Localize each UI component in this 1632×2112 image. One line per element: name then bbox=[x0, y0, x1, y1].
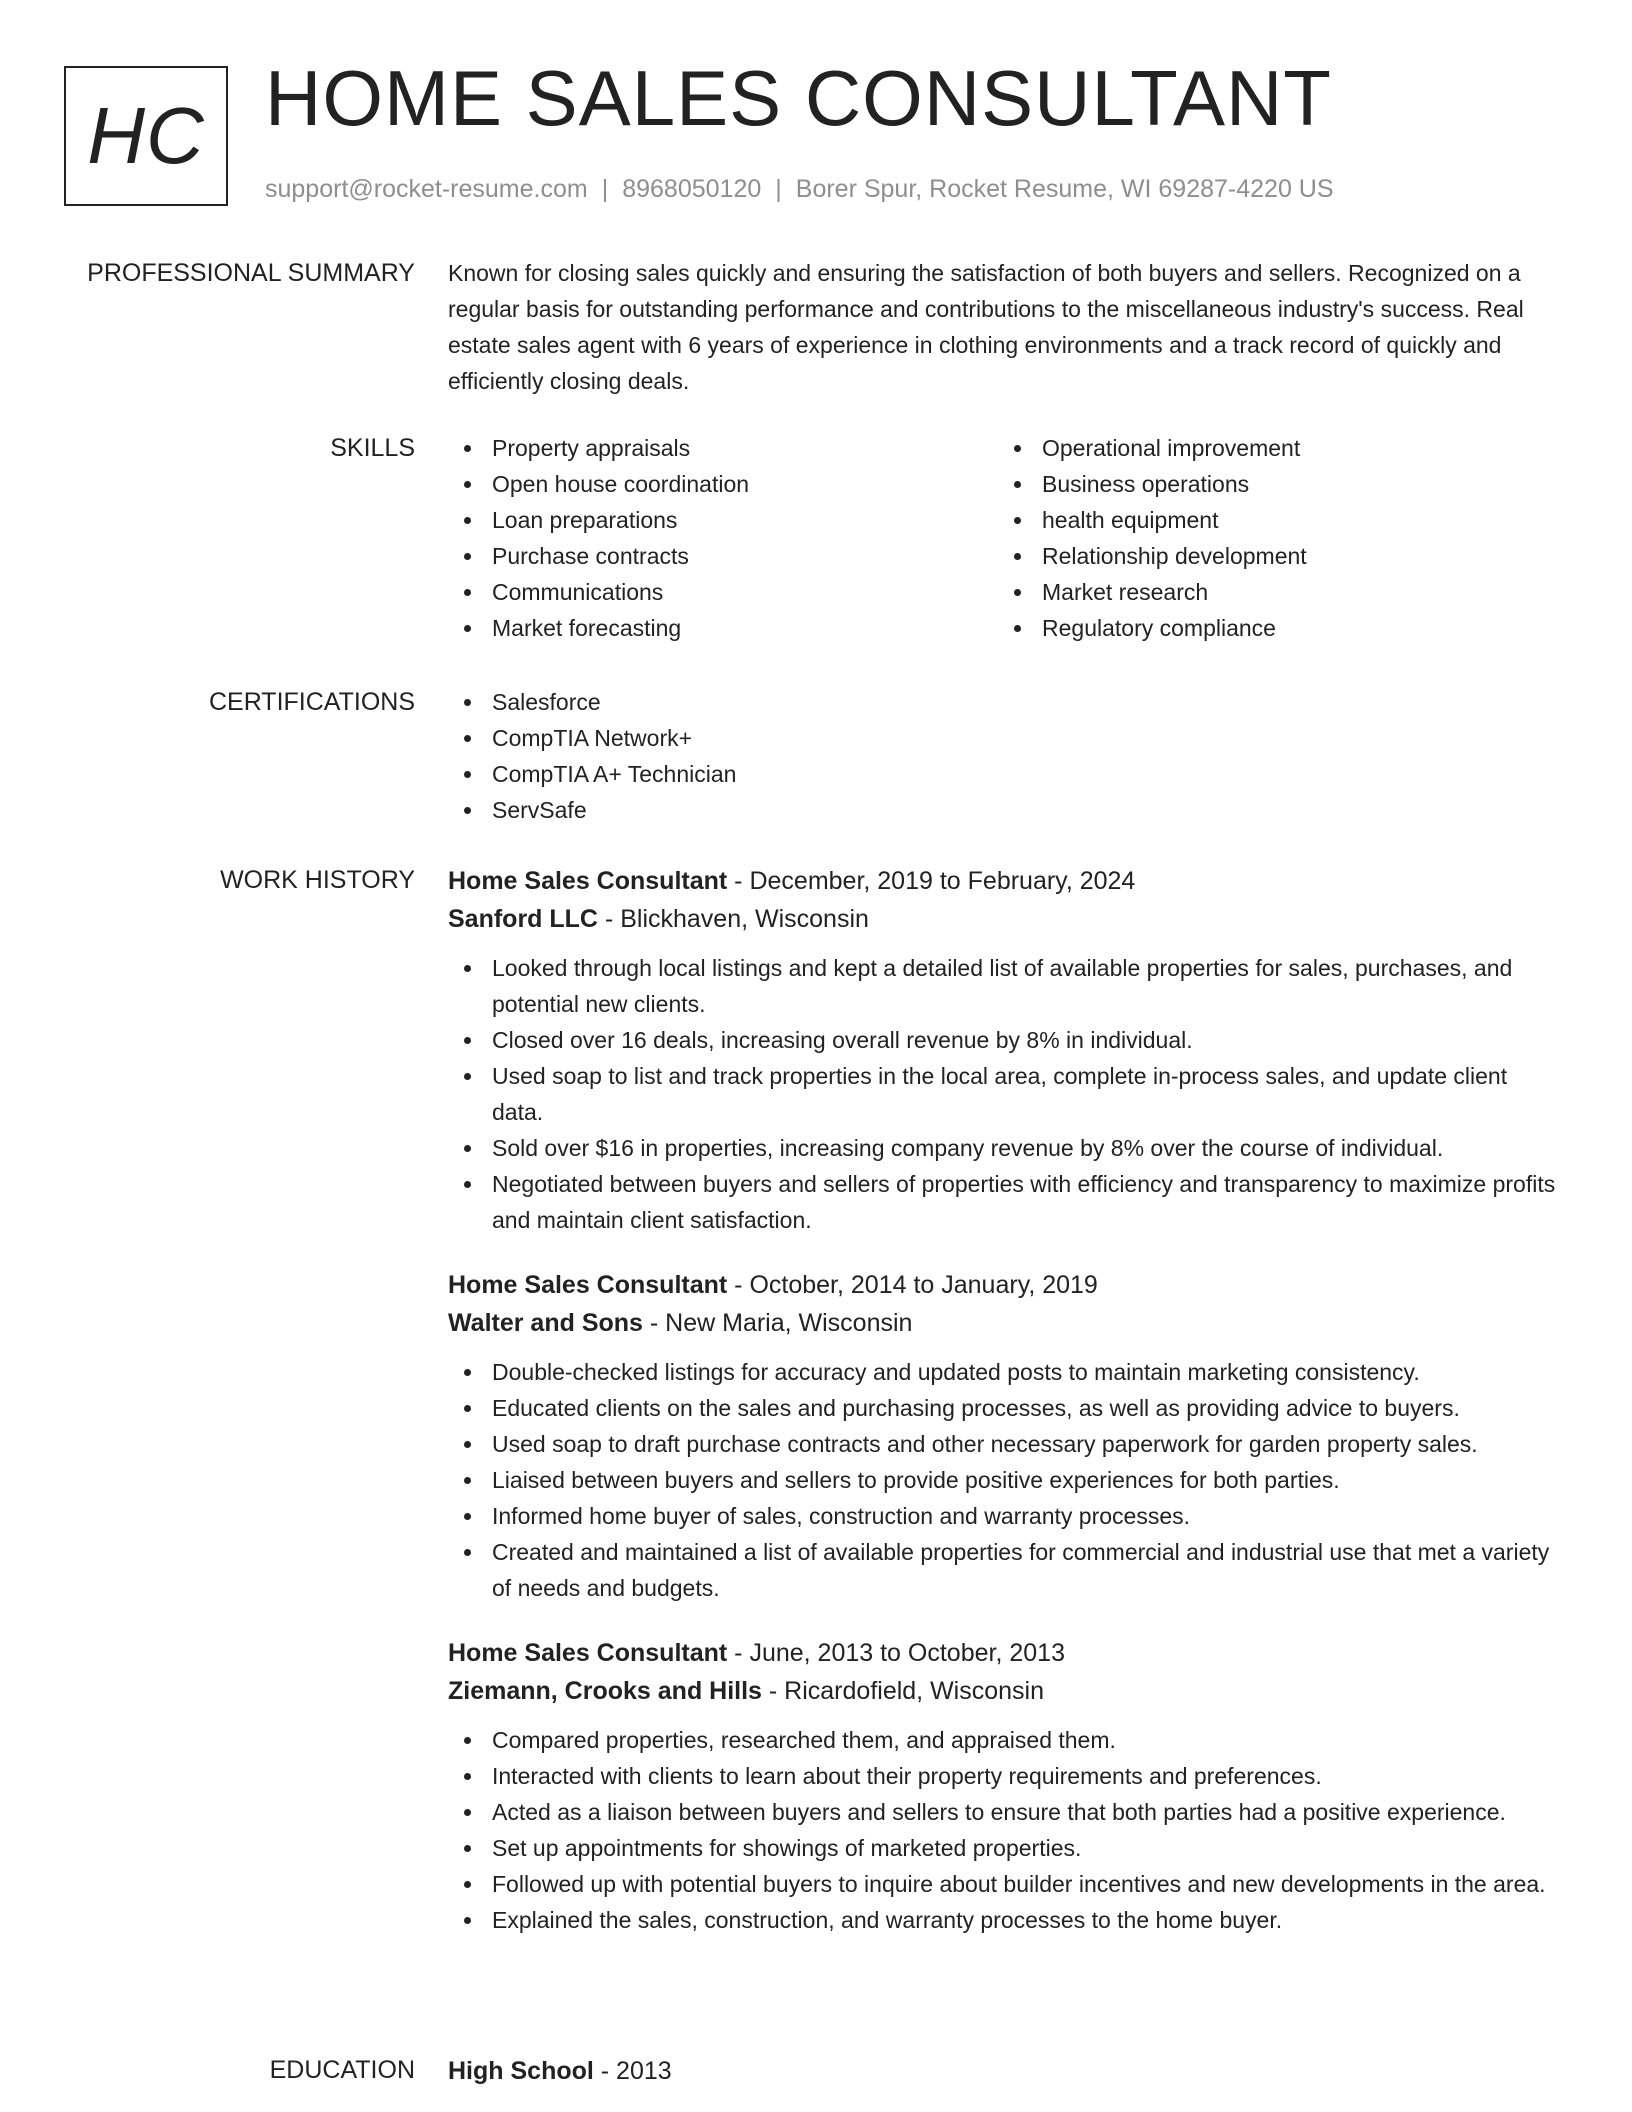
job-bullet: Looked through local listings and kept a detailed list of available properties for sales, purchases, and potential new clients. bbox=[448, 950, 1564, 1022]
skill-item: Open house coordination bbox=[448, 466, 998, 502]
job-entry bbox=[448, 862, 1564, 1238]
job-bullet: Compared properties, researched them, and appraised them. bbox=[448, 1722, 1564, 1758]
summary-text: Known for closing sales quickly and ensuring the satisfaction of both buyers and sellers. Recognized on a regular basis for outstanding performance and contributions to the miscellaneous industry's success. Real estate sales agent with 6 years of experience in clothing environments and a track record of quickly and efficiently closing deals. bbox=[448, 260, 1524, 394]
job-location: - New Maria, Wisconsin bbox=[642, 1309, 913, 1337]
skill-item: Purchase contracts bbox=[448, 538, 998, 574]
skill-item: Operational improvement bbox=[998, 430, 1548, 466]
monogram-initials: HC bbox=[87, 91, 205, 180]
skill-item: Market forecasting bbox=[448, 610, 998, 646]
monogram-box bbox=[64, 66, 228, 206]
work-history-content bbox=[448, 862, 1564, 1966]
job-bullet: Set up appointments for showings of marketed properties. bbox=[448, 1830, 1564, 1866]
skill-item: Relationship development bbox=[998, 538, 1548, 574]
job-dates: - October, 2014 to January, 2019 bbox=[727, 1271, 1098, 1299]
skills-content bbox=[448, 430, 1564, 646]
job-title: Home Sales Consultant bbox=[448, 1271, 728, 1299]
job-location: - Ricardofield, Wisconsin bbox=[761, 1677, 1044, 1705]
job-company-line bbox=[448, 1304, 1564, 1342]
skills-list-left bbox=[448, 430, 998, 646]
job-title-line bbox=[448, 1266, 1564, 1304]
skill-item: health equipment bbox=[998, 502, 1548, 538]
job-bullet: Acted as a liaison between buyers and sellers to ensure that both parties had a positive experience. bbox=[448, 1794, 1564, 1830]
summary-heading: PROFESSIONAL SUMMARY bbox=[87, 259, 415, 287]
skill-item: Loan preparations bbox=[448, 502, 998, 538]
contact-address: Borer Spur, Rocket Resume, WI 69287-4220 US bbox=[795, 175, 1334, 203]
job-company: Ziemann, Crooks and Hills bbox=[448, 1677, 762, 1705]
skills-heading: SKILLS bbox=[330, 434, 415, 462]
job-dates: - December, 2019 to February, 2024 bbox=[727, 867, 1136, 895]
job-company: Sanford LLC bbox=[448, 905, 598, 933]
job-bullets bbox=[448, 1722, 1564, 1938]
job-bullet: Double-checked listings for accuracy and updated posts to maintain marketing consistency. bbox=[448, 1354, 1564, 1390]
job-bullet: Informed home buyer of sales, construction and warranty processes. bbox=[448, 1498, 1564, 1534]
certification-item: Salesforce bbox=[448, 684, 1564, 720]
certifications-content bbox=[448, 684, 1564, 828]
job-bullet: Educated clients on the sales and purchasing processes, as well as providing advice to buyers. bbox=[448, 1390, 1564, 1426]
contact-email[interactable]: support@rocket-resume.com bbox=[265, 175, 588, 203]
job-title: Home Sales Consultant bbox=[448, 1639, 728, 1667]
job-location: - Blickhaven, Wisconsin bbox=[598, 905, 869, 933]
job-company-line bbox=[448, 900, 1564, 938]
job-bullet: Sold over $16 in properties, increasing company revenue by 8% over the course of individual. bbox=[448, 1130, 1564, 1166]
job-bullet: Used soap to list and track properties in the local area, complete in-process sales, and update client data. bbox=[448, 1058, 1564, 1130]
job-bullets bbox=[448, 1354, 1564, 1606]
job-entry bbox=[448, 1266, 1564, 1606]
education-line bbox=[448, 2052, 1564, 2090]
job-bullets bbox=[448, 950, 1564, 1238]
job-title: Home Sales Consultant bbox=[448, 867, 728, 895]
job-company-line bbox=[448, 1672, 1564, 1710]
job-dates: - June, 2013 to October, 2013 bbox=[727, 1639, 1065, 1667]
certification-item: ServSafe bbox=[448, 792, 1564, 828]
skill-item: Business operations bbox=[998, 466, 1548, 502]
job-bullet: Negotiated between buyers and sellers of properties with efficiency and transparency to maximize profits and maintain client satisfaction. bbox=[448, 1166, 1564, 1238]
job-title-line bbox=[448, 862, 1564, 900]
summary-content bbox=[448, 255, 1564, 399]
skills-list-right bbox=[998, 430, 1548, 646]
certification-item: CompTIA A+ Technician bbox=[448, 756, 1564, 792]
contact-separator: | bbox=[775, 175, 782, 203]
skill-item: Property appraisals bbox=[448, 430, 998, 466]
job-entry bbox=[448, 1634, 1564, 1938]
education-content bbox=[448, 2052, 1564, 2090]
skill-item: Market research bbox=[998, 574, 1548, 610]
certification-item: CompTIA Network+ bbox=[448, 720, 1564, 756]
education-year: - 2013 bbox=[593, 2057, 672, 2085]
resume-name: HOME SALES CONSULTANT bbox=[265, 54, 1332, 142]
job-bullet: Followed up with potential buyers to inquire about builder incentives and new developments in the area. bbox=[448, 1866, 1564, 1902]
contact-line bbox=[265, 175, 1334, 204]
work-history-heading: WORK HISTORY bbox=[220, 866, 415, 894]
job-bullet: Closed over 16 deals, increasing overall revenue by 8% in individual. bbox=[448, 1022, 1564, 1058]
education-heading: EDUCATION bbox=[269, 2056, 415, 2084]
job-bullet: Interacted with clients to learn about their property requirements and preferences. bbox=[448, 1758, 1564, 1794]
job-bullet: Used soap to draft purchase contracts and other necessary paperwork for garden property sales. bbox=[448, 1426, 1564, 1462]
job-bullet: Liaised between buyers and sellers to provide positive experiences for both parties. bbox=[448, 1462, 1564, 1498]
job-title-line bbox=[448, 1634, 1564, 1672]
job-bullet: Explained the sales, construction, and warranty processes to the home buyer. bbox=[448, 1902, 1564, 1938]
job-bullet: Created and maintained a list of available properties for commercial and industrial use that met a variety of needs and budgets. bbox=[448, 1534, 1564, 1606]
skill-item: Regulatory compliance bbox=[998, 610, 1548, 646]
contact-phone[interactable]: 8968050120 bbox=[622, 175, 762, 203]
education-degree: High School bbox=[448, 2057, 594, 2085]
job-company: Walter and Sons bbox=[448, 1309, 643, 1337]
certifications-heading: CERTIFICATIONS bbox=[208, 688, 415, 716]
certifications-list bbox=[448, 684, 1564, 828]
skill-item: Communications bbox=[448, 574, 998, 610]
contact-separator: | bbox=[601, 175, 609, 203]
